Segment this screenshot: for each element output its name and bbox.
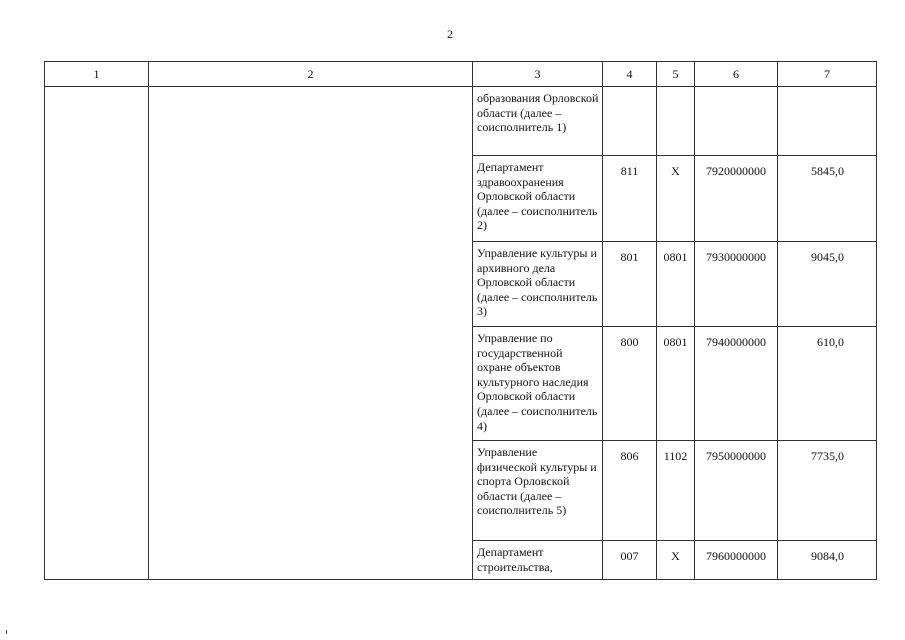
code-ministry: 811 [603,156,657,242]
amount [778,87,877,156]
table-row [45,87,877,156]
executor-name: Управление по государственной охране объектов культурного наследия Орловской области (далее – соисполнитель 4) [473,327,603,441]
header-col-5: 5 [657,62,695,87]
code-target: 7950000000 [695,441,778,541]
merged-cell-col-2 [149,87,473,580]
merged-cell-col-1 [45,87,149,580]
header-col-7: 7 [778,62,877,87]
code-ministry: 801 [603,242,657,327]
executor-name: Управление культуры и архивного дела Орловской области (далее – соисполнитель 3) [473,242,603,327]
code-section: 1102 [657,441,695,541]
executor-name: Департамент строительства, [473,541,603,580]
code-ministry: 800 [603,327,657,441]
code-target: 7920000000 [695,156,778,242]
header-row [45,62,877,87]
code-target [695,87,778,156]
code-section: 0801 [657,327,695,441]
code-section: 0801 [657,242,695,327]
header-col-6: 6 [695,62,778,87]
page-number: 2 [447,27,453,41]
amount: 9084,0 [778,541,877,580]
code-section [657,87,695,156]
header-col-3: 3 [473,62,603,87]
code-ministry: 806 [603,441,657,541]
amount: 610,0 [778,327,877,441]
amount: 7735,0 [778,441,877,541]
scan-mark [6,630,7,634]
budget-table [44,61,877,580]
header-col-1: 1 [45,62,149,87]
code-section: Х [657,541,695,580]
code-target: 7960000000 [695,541,778,580]
amount: 5845,0 [778,156,877,242]
code-section: Х [657,156,695,242]
executor-name: Департамент здравоохранения Орловской области (далее – соисполнитель 2) [473,156,603,242]
code-ministry [603,87,657,156]
header-col-2: 2 [149,62,473,87]
amount: 9045,0 [778,242,877,327]
header-col-4: 4 [603,62,657,87]
executor-name: образования Орловской области (далее – соисполнитель 1) [473,87,603,156]
code-ministry: 007 [603,541,657,580]
code-target: 7940000000 [695,327,778,441]
executor-name: Управление физической культуры и спорта Орловской области (далее – соисполнитель 5) [473,441,603,541]
code-target: 7930000000 [695,242,778,327]
